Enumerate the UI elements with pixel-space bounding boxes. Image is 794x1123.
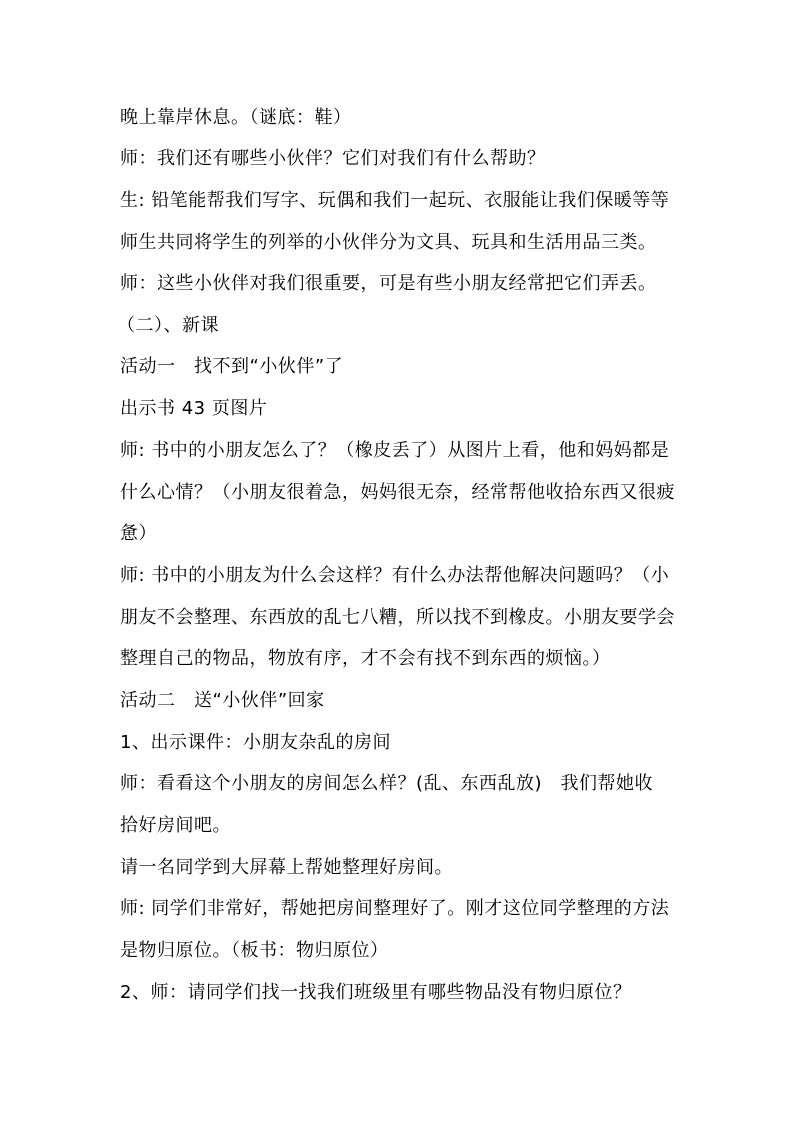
text-line: 师: 同学们非常好，帮她把房间整理好了。刚才这位同学整理的方法 bbox=[120, 898, 670, 919]
text-line: 生: 铅笔能帮我们写字、玩偶和我们一起玩、衣服能让我们保暖等等 bbox=[120, 190, 670, 211]
activity-heading: 活动一 找不到“小伙伴”了 bbox=[120, 356, 344, 377]
text-line: 整理自己的物品，物放有序，才不会有找不到东西的烦恼。） bbox=[120, 648, 611, 669]
text-line: 拾好房间吧。 bbox=[120, 815, 231, 836]
text-line: 朋友不会整理、东西放的乱七八糟，所以找不到橡皮。小朋友要学会 bbox=[120, 607, 675, 628]
text-line: 师：这些小伙伴对我们很重要，可是有些小朋友经常把它们弄丢。 bbox=[120, 273, 657, 294]
text-line: 师: 书中的小朋友怎么了？（橡皮丢了）从图片上看，他和妈妈都是 bbox=[120, 440, 670, 461]
text-line: 什么心情？（小朋友很着急，妈妈很无奈，经常帮他收拾东西又很疲 bbox=[120, 482, 675, 503]
text-line: 是物归原位。（板书：物归原位） bbox=[120, 940, 389, 961]
text-line: 1、出示课件：小朋友杂乱的房间 bbox=[120, 732, 391, 753]
text-line: 晚上靠岸休息。（谜底：鞋） bbox=[120, 107, 352, 128]
text-line: 师：我们还有哪些小伙伴？它们对我们有什么帮助？ bbox=[120, 148, 546, 169]
text-line: 出示书 43 页图片 bbox=[120, 398, 268, 419]
text-line: 惫） bbox=[120, 523, 157, 544]
text-line: 请一名同学到大屏幕上帮她整理好房间。 bbox=[120, 857, 453, 878]
text-line: 师：看看这个小朋友的房间怎么样？(乱、东西乱放) 我们帮她收 bbox=[120, 773, 654, 794]
text-line: 师: 书中的小朋友为什么会这样？有什么办法帮他解决问题吗？（小 bbox=[120, 565, 670, 586]
text-line: 师生共同将学生的列举的小伙伴分为文具、玩具和生活用品三类。 bbox=[120, 232, 657, 253]
section-heading: （二）、新课 bbox=[117, 315, 219, 336]
text-line: 2、师：请同学们找一找我们班级里有哪些物品没有物归原位？ bbox=[120, 982, 632, 1003]
activity-heading: 活动二 送“小伙伴”回家 bbox=[120, 690, 325, 711]
